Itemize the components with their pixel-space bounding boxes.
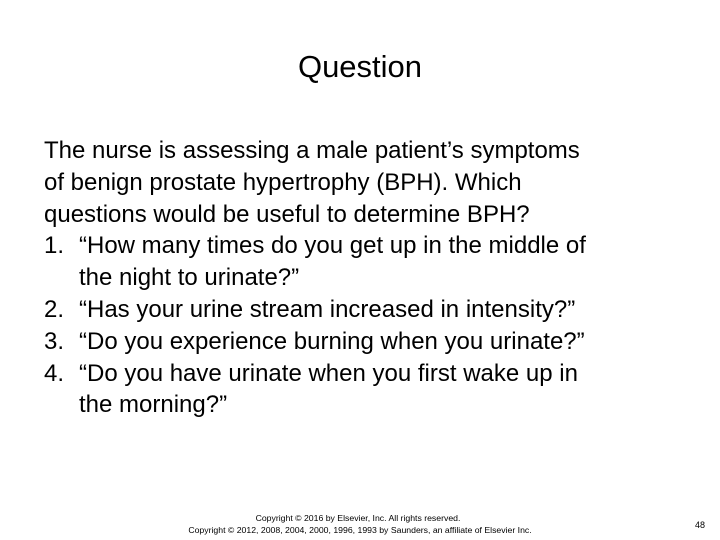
answer-option-3	[44, 326, 704, 358]
answer-options-list	[44, 230, 704, 421]
option-text-line: “Do you experience burning when you urinate?”	[79, 327, 585, 355]
question-stem	[44, 135, 704, 230]
option-text	[79, 230, 679, 294]
option-text	[79, 294, 679, 326]
option-text-line: “Do you have urinate when you first wake up in	[79, 359, 578, 387]
option-text	[79, 326, 679, 358]
option-number: 3.	[44, 327, 65, 355]
option-text-line: “Has your urine stream increased in intensity?”	[79, 295, 576, 323]
option-text-line: the night to urinate?”	[79, 264, 300, 292]
option-number: 1.	[44, 232, 65, 260]
question-body	[44, 135, 704, 421]
copyright-notice	[0, 512, 720, 536]
stem-line: questions would be useful to determine BPH?	[44, 200, 530, 228]
option-number: 4.	[44, 359, 65, 387]
answer-option-4	[44, 358, 704, 422]
stem-line: The nurse is assessing a male patient’s symptoms	[44, 137, 580, 164]
copyright-line: Copyright © 2016 by Elsevier, Inc. All rights reserved.	[255, 513, 461, 523]
page-number: 48	[695, 520, 706, 530]
option-text	[79, 358, 679, 422]
option-text-line: the morning?”	[79, 391, 228, 419]
answer-option-1	[44, 230, 704, 294]
option-number: 2.	[44, 295, 65, 323]
option-text-line: “How many times do you get up in the middle of	[79, 232, 586, 260]
answer-option-2	[44, 294, 704, 326]
slide-title: Question	[297, 49, 423, 84]
stem-line: of benign prostate hypertrophy (BPH). Which	[44, 168, 522, 196]
copyright-line: Copyright © 2012, 2008, 2004, 2000, 1996, 1993 by Saunders, an affiliate of Elsevier Inc.	[188, 525, 532, 535]
